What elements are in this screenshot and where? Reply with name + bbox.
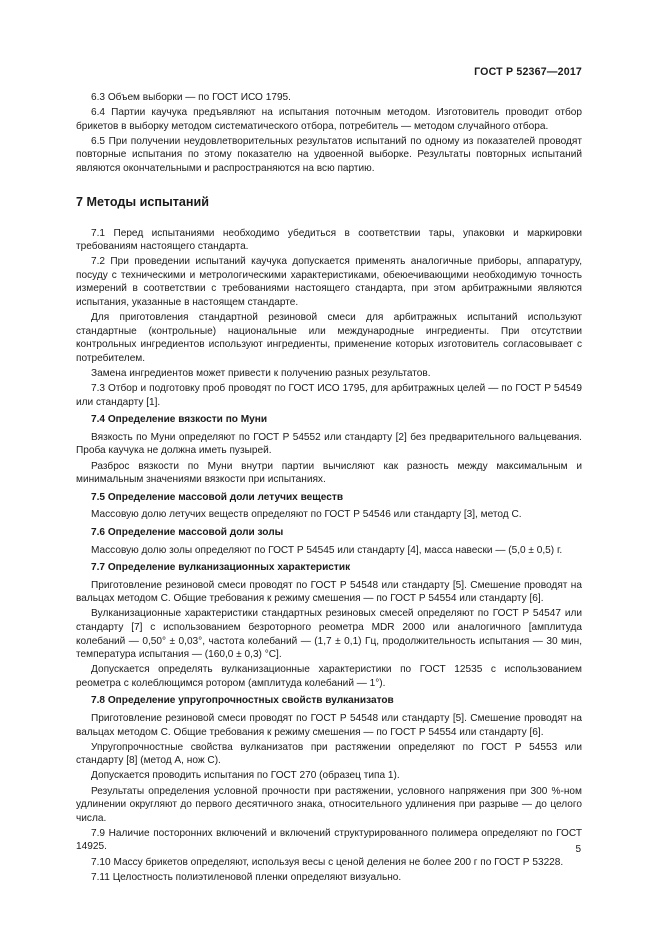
document-header: ГОСТ Р 52367—2017 bbox=[474, 66, 582, 78]
paragraph-6-5: 6.5 При получении неудовлетворительных результатов испытаний по одному из показателей проводят повторные испытания по этому показателю на удвоенной выборке. Результаты повторных испытаний являются окончательными и распространяются на всю партию. bbox=[76, 135, 582, 174]
subsection-title-7-8: 7.8 Определение упругопрочностных свойств вулканизатов bbox=[91, 695, 394, 707]
subsection-title-7-6: 7.6 Определение массовой доли золы bbox=[91, 526, 284, 538]
paragraph-7-8-d: Результаты определения условной прочности при растяжении, условного напряжения при 300 %-ном удлинении округляют до первого десятичного знака, относительного удлинения при разрыве — до целого числа. bbox=[76, 785, 582, 824]
paragraph-7-10: 7.10 Массу брикетов определяют, используя весы с ценой деления не более 200 г по ГОСТ Р 53228. bbox=[91, 856, 564, 868]
paragraph-7-7-c: Допускается определять вулканизационные характеристики по ГОСТ 12535 с использованием реометра с колеблющимся ротором (амплитуда колебаний — 1°). bbox=[76, 664, 582, 689]
subsection-title-7-5: 7.5 Определение массовой доли летучих веществ bbox=[91, 491, 344, 503]
paragraph-7-5: Массовую долю летучих веществ определяют по ГОСТ Р 54546 или стандарту [3], метод С. bbox=[91, 509, 522, 521]
paragraph-7-2: 7.2 При проведении испытаний каучука допускается применять аналогичные приборы, аппаратуру, посуду с техническими и метрологическими характеристиками, обеюечивающими необходимую точность измерений в соответствии с требованиями настоящего стандарта, при этом арбитражными являются испытания, указанные в настоящем стандарте. bbox=[76, 256, 582, 309]
paragraph-7-4-a: Вязкость по Муни определяют по ГОСТ Р 54552 или стандарту [2] без предварительного вальцевания. Проба каучука не должна иметь пузырей. bbox=[76, 431, 582, 457]
paragraph-7-11: 7.11 Целостность полиэтиленовой пленки определяют визуально. bbox=[91, 871, 402, 883]
paragraph-6-4: 6.4 Партии каучука предъявляют на испытания поточным методом. Изготовитель проводит отбор брикетов в выборку методом систематического отбора, потребитель — методом случайного отбора. bbox=[76, 107, 582, 132]
paragraph-6-3: 6.3 Объем выборки — по ГОСТ ИСО 1795. bbox=[91, 92, 291, 103]
paragraph-7-8-c: Допускается проводить испытания по ГОСТ 270 (образец типа 1). bbox=[91, 770, 400, 782]
paragraph-ingredients: Для приготовления стандартной резиновой смеси для арбитражных испытаний используют стандартные (контрольные) национальные или международные ингредиенты. При отсутствии контрольных ингредиентов используют ингредиенты, применение которых изготовитель согласовывает с потребителем. bbox=[76, 312, 582, 364]
page-number: 5 bbox=[575, 844, 581, 856]
paragraph-7-6: Массовую долю золы определяют по ГОСТ Р 54545 или стандарту [4], масса навески — (5,0 ± 0,5) г. bbox=[91, 544, 563, 556]
paragraph-7-7-a: Приготовление резиновой смеси проводят по ГОСТ Р 54548 или стандарту [5]. Смешение проводят на вальцах методом С. Общие требования к режиму смешения — по ГОСТ Р 54554 или стандарту [6]. bbox=[76, 579, 582, 605]
paragraph-7-9: 7.9 Наличие посторонних включений и включений структурированного полимера определяют по ГОСТ 14925. bbox=[76, 827, 582, 853]
paragraph-7-3: 7.3 Отбор и подготовку проб проводят по ГОСТ ИСО 1795, для арбитражных целей — по ГОСТ Р 54549 или стандарту [1]. bbox=[76, 383, 582, 408]
paragraph-7-8-a: Приготовление резиновой смеси проводят по ГОСТ Р 54548 или стандарту [5]. Смешение проводят на вальцах методом С. Общие требования к режиму смешения — по ГОСТ Р 54554 или стандарту [6]. bbox=[76, 713, 582, 738]
document-body bbox=[76, 91, 582, 886]
section-title: 7 Методы испытаний bbox=[76, 194, 209, 209]
paragraph-7-7-b: Вулканизационные характеристики стандартных резиновых смесей определяют по ГОСТ Р 54547 или стандарту [7] с использованием безроторного реометра MDR 2000 или аналогичного [амплитуда колебаний — 0,50° ± 0,03°, частота колебаний — (1,7 ± 0,1) Гц, продолжительность испытания — 30 мин, температура испытания — (160,0 ± 0,3) °С]. bbox=[76, 608, 582, 661]
paragraph-replacement: Замена ингредиентов может привести к получению разных результатов. bbox=[91, 368, 431, 379]
paragraph-7-1: 7.1 Перед испытаниями необходимо убедиться в соответствии тары, упаковки и маркировки требованиям настоящего стандарта. bbox=[76, 227, 582, 253]
paragraph-7-8-b: Упругопрочностные свойства вулканизатов при растяжении определяют по ГОСТ Р 54553 или стандарту [8] (метод А, нож С). bbox=[76, 741, 582, 767]
subsection-title-7-4: 7.4 Определение вязкости по Муни bbox=[91, 414, 268, 426]
paragraph-7-4-b: Разброс вязкости по Муни внутри партии вычисляют как разность между максимальным и минимальным значениями вязкости при испытаниях. bbox=[76, 460, 582, 486]
subsection-title-7-7: 7.7 Определение вулканизационных характеристик bbox=[91, 562, 351, 574]
